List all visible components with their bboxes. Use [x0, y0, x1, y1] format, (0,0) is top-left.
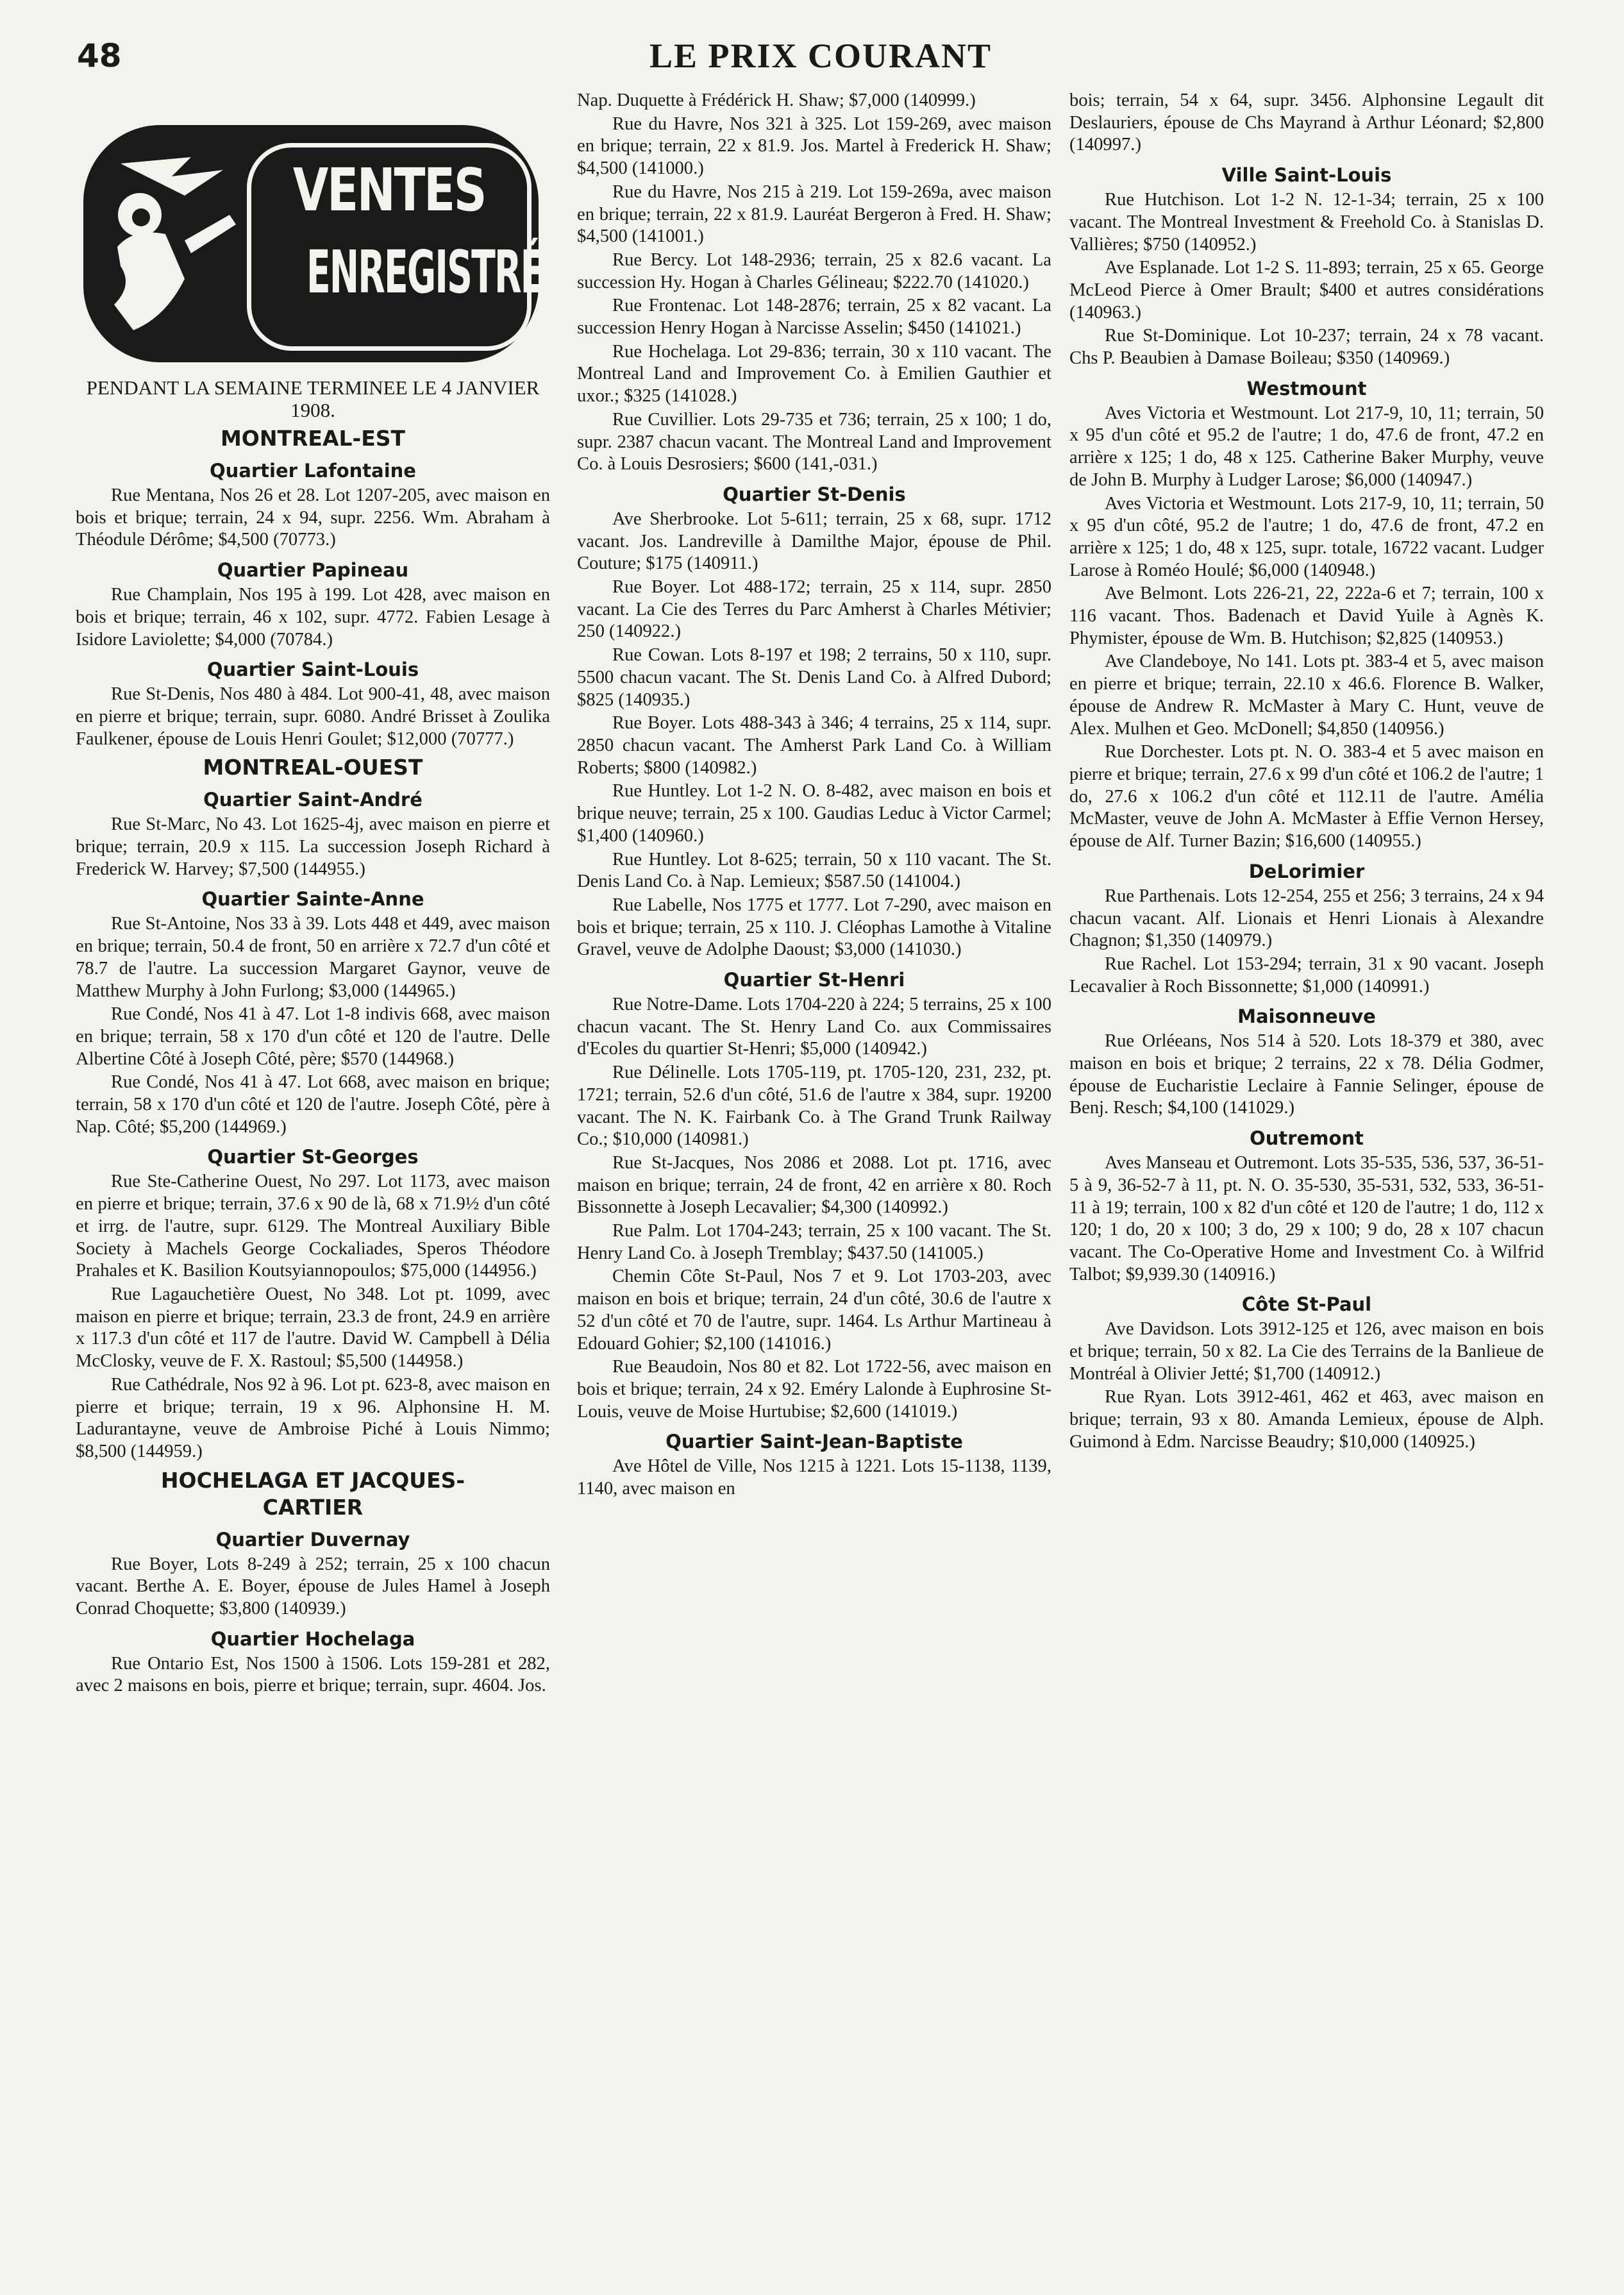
ventes-enregistrees-logo: [83, 125, 591, 362]
sale-entry: Rue Condé, Nos 41 à 47. Lot 668, avec maison en brique; terrain, 58 x 170 d'un côté et 120 de l'autre. Joseph Côté, père à Nap. Côté; $5,200 (144969.): [76, 1072, 550, 1137]
sale-entry: Rue St-Antoine, Nos 33 à 39. Lots 448 et 449, avec maison en brique; terrain, 50.4 de front, 50 en arrière x 72.7 d'un côté et 78.7 de l'autre. La succession Margaret Gaynor, veuve de Matthew Murphy à John Furlong; $3,000 (144965.): [76, 914, 550, 1001]
sale-entry: Rue du Havre, Nos 215 à 219. Lot 159-269a, avec maison en brique; terrain, 22 x 81.9. Lauréat Bergeron à Fred. H. Shaw; $4,500 (141001.): [577, 181, 1051, 247]
page-number: 48: [77, 37, 122, 74]
sale-entry: Rue Champlain, Nos 195 à 199. Lot 428, avec maison en bois et brique; terrain, 46 x 102, supr. 4772. Fabien Lesage à Isidore Laviolette; $4,000 (70784.): [76, 585, 550, 650]
sale-entry: Chemin Côte St-Paul, Nos 7 et 9. Lot 1703-203, avec maison en bois et brique; terrain, 24 d'un côté, 30.6 de l'autre x 52 d'un côté et 70 de l'autre, supr. 1464. Ls Arthur Martineau à Edouard Gohier; $2,100 (141016.): [577, 1266, 1051, 1354]
sale-entry: bois; terrain, 54 x 64, supr. 3456. Alphonsine Legault dit Deslauriers, épouse de Chs Mayrand à Arthur Léonard; $2,800 (140997.): [1069, 90, 1544, 155]
period-caption: PENDANT LA SEMAINE TERMINEE LE 4 JANVIER 1908.: [86, 376, 540, 421]
sale-entry: Rue Hutchison. Lot 1-2 N. 12-1-34; terrain, 25 x 100 vacant. The Montreal Investment & Freehold Co. à Stanislas D. Vallières; $750 (140952.): [1069, 190, 1544, 255]
sale-entry: Aves Victoria et Westmount. Lots 217-9, 10, 11; terrain, 50 x 95 d'un côté, 95.2 de l'autre; 1 do, 47.6 de front, 47.2 en arrière x 125; 1 do, 48 x 125, supr. totale, 16722 vacant. Ludger Larose à Roméo Houlé; $6,000 (140948.): [1069, 493, 1544, 580]
ville-heading: Côte St-Paul: [1241, 1293, 1372, 1316]
sale-entry: Rue St-Jacques, Nos 2086 et 2088. Lot pt. 1716, avec maison en brique; terrain, 24 de front, 42 en arrière x 80. Roch Bissonnette à Joseph Lecavalier; $4,300 (140992.): [577, 1152, 1051, 1218]
quartier-heading: Quartier Hochelaga: [210, 1627, 415, 1650]
column-3: [1069, 90, 1544, 2276]
ville-heading: Maisonneuve: [1237, 1005, 1376, 1028]
sale-entry: Rue Notre-Dame. Lots 1704-220 à 224; 5 terrains, 25 x 100 chacun vacant. The St. Henry Land Co. aux Commissaires d'Ecoles du quartier St-Henri; $5,000 (140942.): [577, 995, 1051, 1059]
quartier-heading: Quartier Lafontaine: [210, 460, 416, 482]
quartier-heading: Quartier Sainte-Anne: [201, 888, 424, 911]
logo-line-2: ENREGISTRÉES: [306, 238, 591, 307]
ville-heading: DeLorimier: [1248, 860, 1365, 882]
section-heading: CARTIER: [262, 1494, 364, 1520]
sale-entry: Rue Cuvillier. Lots 29-735 et 736; terrain, 25 x 100; 1 do, supr. 2387 chacun vacant. The Montreal Land and Improvement Co. à Louis Desrosiers; $600 (141,-031.): [577, 409, 1051, 475]
sale-entry: Rue Labelle, Nos 1775 et 1777. Lot 7-290, avec maison en bois et brique; terrain, 25 x 110. J. Cléophas Lamothe à Vitaline Gravel, veuve de Adolphe Daoust; $3,000 (141030.): [577, 895, 1051, 960]
quartier-heading: Quartier Saint-Jean-Baptiste: [666, 1431, 963, 1453]
quartier-heading: Quartier St-Georges: [207, 1146, 419, 1168]
sale-entry: Ave Hôtel de Ville, Nos 1215 à 1221. Lots 15-1138, 1139, 1140, avec maison en: [577, 1456, 1051, 1499]
ville-heading: Westmount: [1246, 377, 1367, 399]
sale-entry: Aves Victoria et Westmount. Lot 217-9, 10, 11; terrain, 50 x 95 d'un côté et 95.2 de l'autre; 1 do, 47.6 de front, 47.2 en arrière x 125; 1 do, 48 x 125. Catherine Baker Murphy, veuve de John B. Murphy à Ludger Larose; $6,000 (140947.): [1069, 403, 1544, 490]
publication-title: LE PRIX COURANT: [649, 37, 992, 75]
sale-entry: Ave Davidson. Lots 3912-125 et 126, avec maison en bois et brique; terrain, 50 x 82. La Cie des Terrains de la Banlieue de Montréal à Olivier Jetté; $1,700 (140912.): [1069, 1319, 1544, 1384]
sale-entry: Rue Ste-Catherine Ouest, No 297. Lot 1173, avec maison en pierre et brique; terrain, 37.6 x 90 de là, 68 x 71.9½ d'un côté et irrg. de l'autre, supr. 6129. The Montreal Auxiliary Bible Society à Machels George Cockaliades, Speros Théodore Prahales et K. Basilion Koutsyiannopoulos; $75,000 (144956.): [76, 1172, 550, 1281]
sale-entry: Rue Ontario Est, Nos 1500 à 1506. Lots 159-281 et 282, avec 2 maisons en bois, pierre et brique; terrain, supr. 4604. Jos.: [76, 1653, 550, 1696]
sale-entry: Rue Condé, Nos 41 à 47. Lot 1-8 indivis 668, avec maison en brique; terrain, 58 x 170 d'un côté et 120 de l'autre. Delle Albertine Côté à Joseph Côté, père; $570 (144968.): [76, 1004, 550, 1069]
sale-entry: Rue Boyer, Lots 8-249 à 252; terrain, 25 x 100 chacun vacant. Berthe A. E. Boyer, épouse de Jules Hamel à Joseph Conrad Choquette; $3,800 (140939.): [76, 1554, 550, 1619]
sale-entry: Rue Mentana, Nos 26 et 28. Lot 1207-205, avec maison en bois et brique; terrain, 24 x 94, supr. 2256. Wm. Abraham à Théodule Dérôme; $4,500 (70773.): [76, 485, 550, 550]
sale-entry: Rue St-Marc, No 43. Lot 1625-4j, avec maison en pierre et brique; terrain, 20.9 x 115. La succession Joseph Richard à Frederick W. Harvey; $7,500 (144955.): [76, 814, 550, 879]
figure-illustration: [95, 138, 249, 349]
quartier-heading: Quartier Saint-André: [203, 789, 423, 811]
ville-heading: Ville Saint-Louis: [1221, 164, 1392, 187]
section-heading: HOCHELAGA ET JACQUES-: [160, 1467, 465, 1493]
quartier-heading: Quartier St-Denis: [723, 483, 906, 505]
sale-entry: Rue Boyer. Lot 488-172; terrain, 25 x 114, supr. 2850 vacant. La Cie des Terres du Parc Amherst à Charles Métivier; 250 (140922.): [577, 577, 1051, 642]
sale-entry: Rue Huntley. Lot 8-625; terrain, 50 x 110 vacant. The St. Denis Land Co. à Nap. Lemieux; $587.50 (141004.): [577, 849, 1051, 892]
logo-line-1: VENTES: [292, 156, 486, 224]
sale-entry: Aves Manseau et Outremont. Lots 35-535, 536, 537, 36-51-5 à 9, 36-52-7 à 11, pt. N. O. 35-530, 35-531, 532, 533, 36-51-11 à 19; terrain, 100 x 82 d'un côté et 120 de l'autre; 1 do, 112 x 120; 1 do, 20 x 100; 3 do, 29 x 100; 9 do, 28 x 107 chacun vacant. The Co-Operative Home and Investment Co. à Wilfrid Talbot; $9,939.30 (140916.): [1069, 1153, 1544, 1284]
sale-entry: Rue Frontenac. Lot 148-2876; terrain, 25 x 82 vacant. La succession Henry Hogan à Narcisse Asselin; $450 (141021.): [577, 296, 1051, 339]
sale-entry: Rue du Havre, Nos 321 à 325. Lot 159-269, avec maison en brique; terrain, 22 x 81.9. Jos. Martel à Frederick H. Shaw; $4,500 (141000.): [577, 113, 1051, 179]
sale-entry: Ave Esplanade. Lot 1-2 S. 11-893; terrain, 25 x 65. George McLeod Pierce à Omer Brault; $400 et autres considérations (140963.): [1069, 258, 1544, 323]
sale-entry: Rue Beaudoin, Nos 80 et 82. Lot 1722-56, avec maison en bois et brique; terrain, 24 x 92. Eméry Lalonde à Euphrosine St-Louis, veuve de Moise Hurtubise; $2,600 (141019.): [577, 1357, 1051, 1422]
sale-entry: Rue St-Dominique. Lot 10-237; terrain, 24 x 78 vacant. Chs P. Beaubien à Damase Boileau; $350 (140969.): [1069, 326, 1544, 369]
sale-entry: Rue Bercy. Lot 148-2936; terrain, 25 x 82.6 vacant. La succession Hy. Hogan à Charles Gélineau; $222.70 (141020.): [577, 249, 1051, 292]
sale-entry: Rue Cathédrale, Nos 92 à 96. Lot pt. 623-8, avec maison en pierre et brique; terrain, 19 x 96. Alphonsine H. M. Ladurantayne, veuve de Ambroise Piché à Louis Nimmo; $8,500 (144959.): [76, 1374, 550, 1461]
sale-entry: Rue Parthenais. Lots 12-254, 255 et 256; 3 terrains, 24 x 94 chacun vacant. Alf. Lionais et Henri Lionais à Alexandre Chagnon; $1,350 (140979.): [1069, 886, 1544, 951]
quartier-heading: Quartier St-Henri: [723, 969, 905, 991]
sale-entry: Rue Cowan. Lots 8-197 et 198; 2 terrains, 50 x 110, supr. 5500 chacun vacant. The St. Denis Land Co. à Alfred Dubord; $825 (140935.): [577, 645, 1051, 710]
sale-entry: Ave Clandeboye, No 141. Lots pt. 383-4 et 5, avec maison en pierre et brique; terrain, 22.10 x 46.6. Florence B. Walker, épouse de Andrew R. McMaster à Mary C. Hunt, veuve de Alex. Mulhen et Geo. McDonell; $4,850 (140956.): [1069, 652, 1544, 739]
quartier-heading: Quartier Duvernay: [215, 1528, 410, 1551]
sale-entry: Rue Ryan. Lots 3912-461, 462 et 463, avec maison en brique; terrain, 93 x 80. Amanda Lemieux, épouse de Alph. Guimond à Edm. Narcisse Beaudry; $10,000 (140925.): [1069, 1387, 1544, 1452]
sale-entry: Rue Orléeans, Nos 514 à 520. Lots 18-379 et 380, avec maison en bois et brique; 2 terrains, 22 x 78. Délia Godmer, épouse de Eucharistie Leclaire à Fannie Selinger, épouse de Benj. Resch; $4,100 (141029.): [1069, 1031, 1544, 1118]
sale-entry: Rue Hochelaga. Lot 29-836; terrain, 30 x 110 vacant. The Montreal Land and Improvement Co. à Emilien Gauthier et uxor.; $325 (141028.): [577, 341, 1051, 407]
sale-entry: Rue St-Denis, Nos 480 à 484. Lot 900-41, 48, avec maison en pierre et brique; terrain, supr. 6080. André Brisset à Zoulika Faulkener, épouse de Louis Henri Goulet; $12,000 (70777.): [76, 684, 550, 749]
sale-entry: Rue Lagauchetière Ouest, No 348. Lot pt. 1099, avec maison en pierre et brique; terrain, 23.3 de front, 24.9 en arrière x 117.3 d'un côté et 117 de l'autre. David W. Campbell à Délia McClosky, veuve de F. X. Rastoul; $5,500 (144958.): [76, 1284, 550, 1372]
sale-entry: Rue Dorchester. Lots pt. N. O. 383-4 et 5 avec maison en pierre et brique; terrain, 27.6 x 99 d'un côté et 106.2 de l'autre; 1 do, 27.6 x 106.2 d'un côté et 112.11 de l'autre. Amélia McMaster, veuve de John A. McMaster à Effie Vernon Hersey, épouse de Alf. Turner Bazin; $16,600 (140955.): [1069, 742, 1544, 852]
sale-entry: Rue Boyer. Lots 488-343 à 346; 4 terrains, 25 x 114, supr. 2850 chacun vacant. The Amherst Park Land Co. à William Roberts; $800 (140982.): [577, 713, 1051, 778]
section-heading: MONTREAL-EST: [220, 426, 406, 451]
sale-entry: Rue Rachel. Lot 153-294; terrain, 31 x 90 vacant. Joseph Lecavalier à Roch Bissonnette; $1,000 (140991.): [1069, 954, 1544, 996]
section-heading: MONTREAL-OUEST: [203, 755, 423, 780]
quartier-heading: Quartier Saint-Louis: [206, 659, 419, 681]
quartier-heading: Quartier Papineau: [217, 559, 409, 582]
sale-entry: Rue Palm. Lot 1704-243; terrain, 25 x 100 vacant. The St. Henry Land Co. à Joseph Tremblay; $437.50 (141005.): [577, 1221, 1051, 1263]
sale-entry: Rue Huntley. Lot 1-2 N. O. 8-482, avec maison en bois et brique neuve; terrain, 25 x 100. Gaudias Leduc à Victor Carmel; $1,400 (140960.): [577, 781, 1051, 846]
sale-entry: Rue Délinelle. Lots 1705-119, pt. 1705-120, 231, 232, pt. 1721; terrain, 52.6 d'un côté, 51.6 de l'autre x 384, supr. 19200 vacant. The N. K. Fairbank Co. à The Grand Trunk Railway Co.; $10,000 (140981.): [577, 1063, 1051, 1150]
column-1: [76, 90, 591, 2276]
sale-entry: Nap. Duquette à Frédérick H. Shaw; $7,000 (140999.): [577, 90, 976, 110]
column-2: [577, 90, 1051, 2276]
page-header: [64, 32, 1577, 83]
sale-entry: Ave Belmont. Lots 226-21, 22, 222a-6 et 7; terrain, 100 x 116 vacant. Thos. Badenach et David Yuile à Agnès K. Phymister, épouse de Wm. B. Hutchison; $2,825 (140953.): [1069, 584, 1544, 648]
ville-heading: Outremont: [1250, 1127, 1364, 1150]
sale-entry: Ave Sherbrooke. Lot 5-611; terrain, 25 x 68, supr. 1712 vacant. Jos. Landreville à Damilthe Major, épouse de Phil. Couture; $175 (140911.): [577, 509, 1051, 574]
